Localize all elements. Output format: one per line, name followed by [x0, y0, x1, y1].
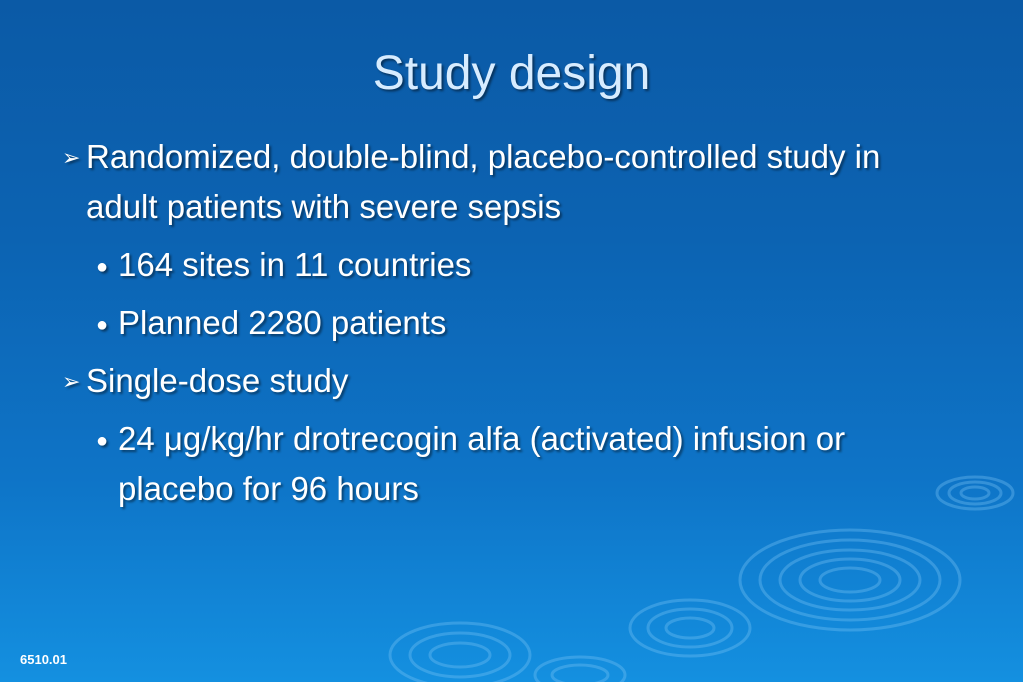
slide-title: Study design	[372, 47, 651, 100]
bullet-single-dose	[62, 356, 932, 406]
bullet-text: Single-dose study	[86, 362, 349, 399]
slide-number: 6510.01	[20, 652, 67, 667]
arrow-bullet-icon: ➢	[62, 369, 81, 394]
sub-bullet-patients	[96, 298, 916, 348]
bullet-text: Randomized, double-blind, placebo-controlled study in adult patients with severe sepsis	[86, 138, 881, 225]
arrow-bullet-icon: ➢	[62, 145, 81, 170]
bullet-text: Planned 2280 patients	[118, 304, 447, 341]
dot-bullet-icon: ●	[96, 256, 109, 278]
sub-bullet-sites	[96, 240, 916, 290]
bullet-study-type	[62, 132, 932, 232]
dot-bullet-icon: ●	[96, 430, 109, 452]
sub-bullet-dosing	[96, 414, 856, 514]
dot-bullet-icon: ●	[96, 314, 109, 336]
bullet-text: 24 μg/kg/hr drotrecogin alfa (activated) infusion or placebo for 96 hours	[118, 420, 846, 507]
bullet-text: 164 sites in 11 countries	[118, 246, 472, 283]
